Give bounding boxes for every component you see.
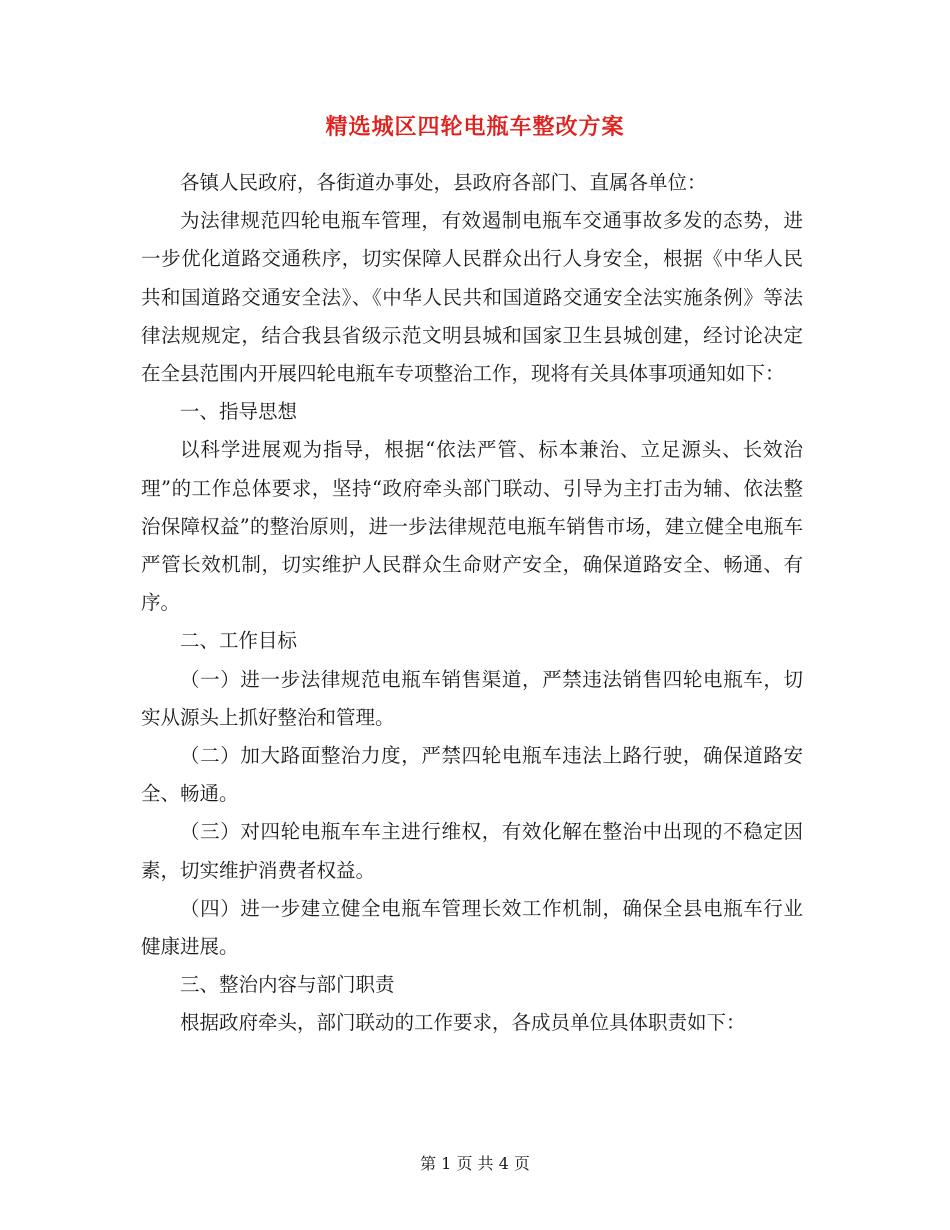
salutation-paragraph: 各镇人民政府，各街道办事处，县政府各部门、直属各单位： [180,171,707,194]
guiding-thought-paragraph: 以科学进展观为指导，根据“依法严管、标本兼治、立足源头、长效治理”的工作总体要求，坚持“政府牵头部门联动、引导为主打击为辅、依法整治保障权益”的整治原则，进一步法律规范电瓶车销售市场，建立健全电瓶车严管长效机制，切实维护人民群众生命财产安全，确保道路安全、畅通、有序。 [141,438,803,615]
intro-paragraph: 为法律规范四轮电瓶车管理，有效遏制电瓶车交通事故多发的态势，进一步优化道路交通秩序，切实保障人民群众出行人身安全，根据《中华人民共和国道路交通安全法》、《中华人民共和国道路交通安全法实施条例》等法律法规规定，结合我县省级示范文明县城和国家卫生县城创建，经讨论决定在全县范围内开展四轮电瓶车专项整治工作，现将有关具体事项通知如下： [141,209,803,386]
goal-item-3: （三）对四轮电瓶车车主进行维权，有效化解在整治中出现的不稳定因素，切实维护消费者权益。 [141,820,803,882]
section-heading-content-duties: 三、整治内容与部门职责 [180,973,395,997]
duties-intro-paragraph: 根据政府牵头，部门联动的工作要求，各成员单位具体职责如下： [180,1011,746,1035]
document-body [141,164,803,1043]
section-heading-guiding-thought: 一、指导思想 [180,400,298,424]
page-number-footer: 第 1 页 共 4 页 [420,1154,530,1173]
goal-item-1: （一）进一步法律规范电瓶车销售渠道，严禁违法销售四轮电瓶车，切实从源头上抓好整治和管理。 [141,667,803,729]
section-heading-work-goals: 二、工作目标 [180,629,298,653]
goal-item-2: （二）加大路面整治力度，严禁四轮电瓶车违法上路行驶，确保道路安全、畅通。 [141,744,803,806]
document-title: 精选城区四轮电瓶车整改方案 [325,114,625,140]
goal-item-4: （四）进一步建立健全电瓶车管理长效工作机制，确保全县电瓶车行业健康进展。 [141,896,803,959]
